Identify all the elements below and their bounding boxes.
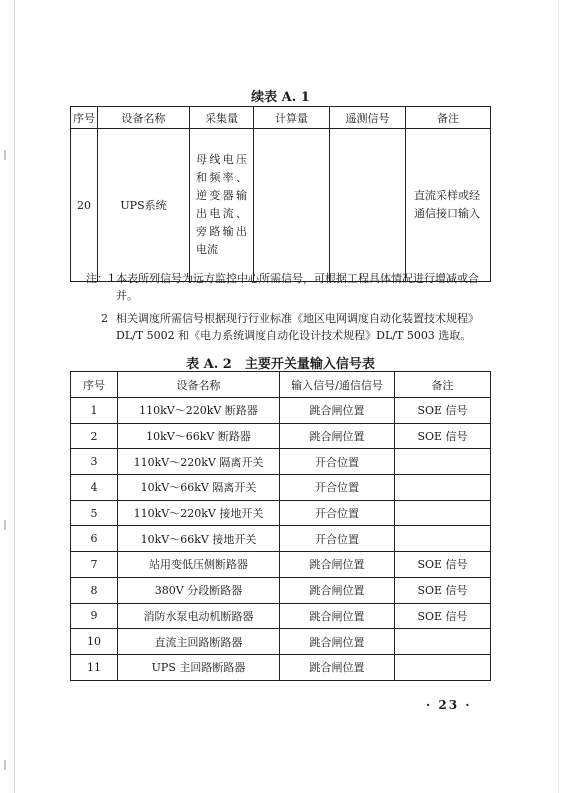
table2-header: 序号 [71,372,118,398]
table2-header: 备注 [395,372,491,398]
table1-header: 采集量 [190,107,254,129]
row-number: 7 [71,552,118,578]
page-edge [558,0,559,793]
remark [395,500,491,526]
device-name: 10kV～66kV 隔离开关 [118,475,280,501]
device-name: 110kV～220kV 断路器 [118,398,280,424]
row-number: 9 [71,603,118,629]
input-signal: 开合位置 [280,475,395,501]
input-signal: 跳合闸位置 [280,577,395,603]
table-row [71,526,491,552]
table2-header-row [71,372,491,398]
table-row [71,129,491,282]
table1-header: 设备名称 [98,107,190,129]
table-row [71,577,491,603]
remark [395,475,491,501]
device-name: 消防水泵电动机断路器 [118,603,280,629]
row-number: 3 [71,449,118,475]
table2-header: 设备名称 [118,372,280,398]
device-name: 110kV～220kV 接地开关 [118,500,280,526]
remark [395,629,491,655]
row-number: 6 [71,526,118,552]
input-signal: 开合位置 [280,526,395,552]
device-name: 10kV～66kV 断路器 [118,423,280,449]
row-number: 4 [71,475,118,501]
table-row [71,603,491,629]
table1-header: 遥测信号 [330,107,406,129]
table-row [71,500,491,526]
remark [395,526,491,552]
table2 [70,371,491,681]
remark: SOE 信号 [395,398,491,424]
table1-title: 续表 A. 1 [251,90,310,105]
note-text: 本表所列信号为远方监控中心所需信号，可根据工程具体情况进行增减或合并。 [116,272,479,302]
device-name: 直流主回路断路器 [118,629,280,655]
table-row [71,398,491,424]
note-text: 相关调度所需信号根据现行行业标准《地区电网调度自动化装置技术规程》DL/T 5002 和《电力系统调度自动化设计技术规程》DL/T 5003 选取。 [116,312,479,342]
acquisition-quantity: 母线电压和频率、逆变器输出电流、旁路输出电流 [190,129,254,282]
table-row [71,629,491,655]
input-signal: 跳合闸位置 [280,629,395,655]
telemetry-signal [330,129,406,282]
table-notes [86,270,496,344]
table1-header: 序号 [71,107,98,129]
input-signal: 跳合闸位置 [280,552,395,578]
row-number: 10 [71,629,118,655]
device-name: 110kV～220kV 隔离开关 [118,449,280,475]
remark [395,449,491,475]
row-number: 1 [71,398,118,424]
remark: SOE 信号 [395,577,491,603]
table-row [71,475,491,501]
device-name: UPS系统 [98,129,190,282]
scan-mark [4,150,6,160]
remark [395,654,491,680]
input-signal: 跳合闸位置 [280,398,395,424]
table2-header: 输入信号/通信信号 [280,372,395,398]
device-name: 380V 分段断路器 [118,577,280,603]
input-signal: 跳合闸位置 [280,423,395,449]
row-number: 5 [71,500,118,526]
table-row [71,552,491,578]
table1-header-row [71,107,491,129]
scan-mark [4,760,6,770]
calculated-quantity [254,129,330,282]
remark: SOE 信号 [395,423,491,449]
row-number: 2 [71,423,118,449]
table2-title: 表 A. 2 主要开关量输入信号表 [186,357,375,372]
table-row [71,449,491,475]
table1 [70,106,491,282]
page-edge [14,0,15,793]
table-row [71,654,491,680]
table-row [71,423,491,449]
scan-mark [4,520,6,530]
note-label: 2 [101,312,108,325]
input-signal: 开合位置 [280,449,395,475]
device-name: 站用变低压侧断路器 [118,552,280,578]
table1-header: 备注 [406,107,491,129]
device-name: 10kV～66kV 接地开关 [118,526,280,552]
row-number: 11 [71,654,118,680]
device-name: UPS 主回路断路器 [118,654,280,680]
remark: 直流采样或经通信接口输入 [406,129,491,282]
remark: SOE 信号 [395,552,491,578]
note-label: 注：1 [86,272,115,285]
row-number: 8 [71,577,118,603]
table1-header: 计算量 [254,107,330,129]
input-signal: 跳合闸位置 [280,603,395,629]
input-signal: 跳合闸位置 [280,654,395,680]
input-signal: 开合位置 [280,500,395,526]
row-number: 20 [71,129,98,282]
remark: SOE 信号 [395,603,491,629]
page-number: · 23 · [426,698,472,712]
note-item [86,270,496,304]
note-item [86,310,496,344]
